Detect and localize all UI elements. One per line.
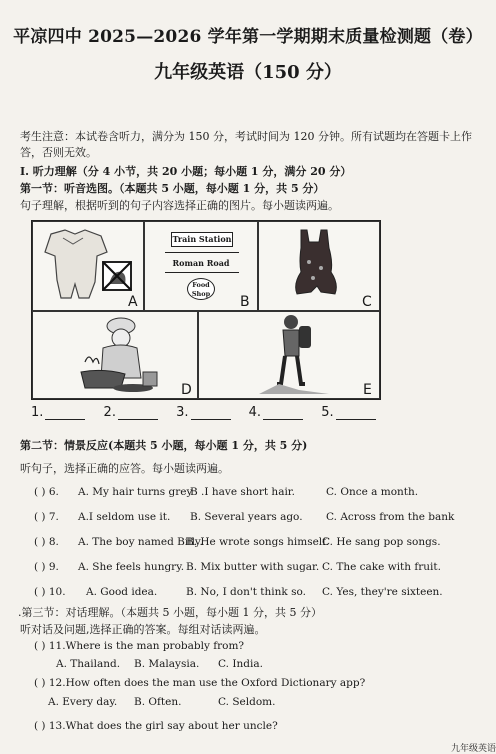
road-line (165, 252, 239, 253)
q10-option-b: B. No, I don't think so. (186, 586, 306, 598)
picture-label-b: B (240, 294, 250, 310)
q6-option-c: C. Once a month. (326, 486, 419, 498)
q6-option-b: B .I have short hair. (190, 486, 296, 498)
answer-blank[interactable] (263, 407, 303, 420)
picture-grid (31, 220, 381, 400)
q9-num: ( ) 9. (34, 561, 59, 573)
q11-option-a: A. Thailand. (56, 658, 121, 670)
section1-heading: 第一节：听音选图。（本题共 5 小题，每小题 1 分，共 5 分） (20, 182, 325, 195)
picture-label-e: E (363, 382, 372, 398)
picture-c (258, 221, 380, 311)
q11-option-b: B. Malaysia. (134, 658, 200, 670)
section3-heading: .第三节：对话理解。（本题共 5 小题，每小题 1 分，共 5 分） (18, 606, 322, 619)
sign-food-text: Food (192, 281, 210, 289)
q12-option-c: C. Seldom. (218, 696, 276, 708)
q11-stem: ( ) 11.Where is the man probably from? (34, 640, 245, 652)
chef-cooking-illustration (33, 312, 197, 398)
q7-option-b: B. Several years ago. (190, 511, 303, 523)
answer-number: 4. (248, 405, 262, 420)
sign-roman-road: Roman Road (172, 258, 230, 268)
q13-stem: ( ) 13.What does the girl say about her uncle? (34, 720, 278, 732)
section3-instructions: 听对话及问题,选择正确的答案。每组对话读两遍。 (20, 623, 266, 636)
answer-number: 3. (176, 405, 189, 420)
answer-number: 5. (321, 405, 334, 420)
picture-label-c: C (362, 294, 372, 310)
q6-num: ( ) 6. (34, 486, 59, 498)
picture-d (32, 311, 198, 399)
exam-title: 平凉四中 2025—2026 学年第一学期期末质量检测题（卷） (13, 27, 483, 47)
picture-a (32, 221, 144, 311)
sign-train-station: Train Station (171, 232, 233, 247)
q10-option-c: C. Yes, they're sixteen. (322, 586, 443, 598)
onesie-no-dog-illustration (33, 222, 143, 310)
notice-line-2: 答，否则无效。 (20, 146, 97, 159)
q9-option-c: C. The cake with fruit. (322, 561, 441, 573)
exam-subtitle: 九年级英语（150 分） (154, 62, 342, 83)
q7-option-c: C. Across from the bank (326, 511, 455, 523)
q10-option-a: A. Good idea. (86, 586, 158, 598)
q6-option-a: A. My hair turns grey (78, 486, 193, 498)
q9-option-a: A. She feels hungry. (78, 561, 185, 573)
hiker-illustration (199, 312, 379, 398)
q7-option-a: A.I seldom use it. (78, 511, 171, 523)
answer-number: 2. (103, 405, 116, 420)
page-footer: 九年级英语 (450, 744, 496, 754)
answer-blanks (31, 405, 376, 420)
q9-option-b: B. Mix butter with sugar. (186, 561, 320, 573)
road-line (165, 272, 239, 273)
part1-heading: I. 听力理解（分 4 小节，共 20 小题；每小题 1 分，满分 20 分） (20, 165, 352, 178)
swimsuit-illustration (259, 222, 379, 310)
notice-line-1: 考生注意：本试卷含听力，满分为 150 分，考试时间为 120 分钟。所有试题均在答题卡上作 (20, 130, 472, 143)
sign-food-shop (187, 278, 215, 300)
q8-option-a: A. The boy named Billy. (78, 536, 203, 548)
q10-num: ( ) 10. (34, 586, 66, 598)
q12-option-b: B. Often. (134, 696, 182, 708)
q8-option-b: B. He wrote songs himself. (186, 536, 330, 548)
q12-option-a: A. Every day. (48, 696, 118, 708)
picture-label-a: A (128, 294, 138, 310)
answer-blank[interactable] (191, 407, 231, 420)
q8-option-c: C. He sang pop songs. (322, 536, 441, 548)
section2-heading: 第二节：情景反应(本题共 5 小题，每小题 1 分，共 5 分) (20, 439, 308, 452)
q12-stem: ( ) 12.How often does the man use the Oxford Dictionary app? (34, 677, 366, 689)
sign-shop-text: Shop (191, 290, 211, 298)
section2-instructions: 听句子，选择正确的应答。每小题读两遍。 (20, 462, 229, 475)
section1-instructions: 句子理解，根据听到的句子内容选择正确的图片。每小题读两遍。 (20, 199, 339, 212)
answer-number: 1. (31, 405, 44, 420)
answer-blank[interactable] (45, 407, 85, 420)
picture-label-d: D (181, 382, 192, 398)
answer-blank[interactable] (336, 407, 376, 420)
picture-b (144, 221, 258, 311)
picture-e (198, 311, 380, 399)
q11-option-c: C. India. (218, 658, 263, 670)
q7-num: ( ) 7. (34, 511, 59, 523)
q8-num: ( ) 8. (34, 536, 59, 548)
answer-blank[interactable] (118, 407, 158, 420)
